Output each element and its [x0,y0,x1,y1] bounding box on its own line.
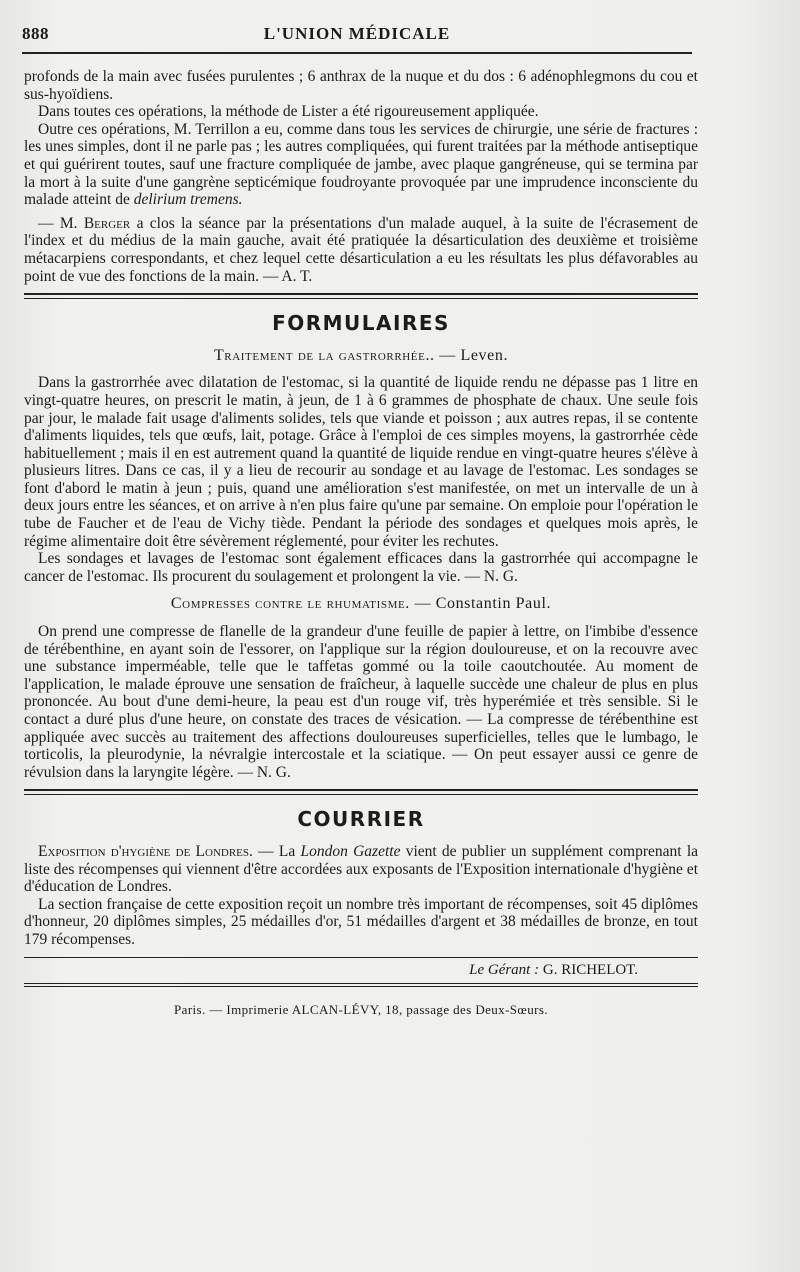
journal-title: L'UNION MÉDICALE [263,24,451,43]
gastrorrhee-paragraph-2: Les sondages et lavages de l'estomac sont également efficaces dans la gastrorrhée qui accompagne le cancer de l'estomac. Ils procurent du soulagement et prolongent la vie. — N. G. [24,550,698,585]
page-number: 888 [22,24,49,43]
footer-double-rule [24,983,698,987]
courrier-paragraph-1 [24,843,698,896]
compresses-heading [24,595,698,613]
berger-prefix: — M. [38,214,84,232]
footer-rule [24,957,698,958]
intro-paragraph-2: Dans toutes ces opérations, la méthode de Lister a été rigoureusement appliquée. [38,103,539,121]
page-content [24,68,698,1019]
gastrorrhee-paragraph-1: Dans la gastrorrhée avec dilatation de l'estomac, si la quantité de liquide rendu ne dépasse pas 1 litre en vingt-quatre heures, on prescrit le matin, à jeun, de 1 à 6 grammes de phosphate de chaux. Une seule fois par jour, le malade fait usage d'aliments solides, tels que viande et poisson ; aux autres repas, il se contente d'aliments liquides, tels que œufs, lait, potage. Grâce à l'emploi de ces simples moyens, la gastrorrhée cède habituellement ; mais il en est autrement quand la quantité de liquide rendue en vingt-quatre heures s'élève à plusieurs litres. Dans ce cas, il y a lieu de recourir au sondage et au lavage de l'estomac. Les sondages se font d'abord le matin à jeun ; puis, quand une amélioration s'est manifestée, on met un intervalle de un à deux jours entre les séances, et on arrive à n'en plus faire qu'une par semaine. On emploie pour l'opération le tube de Faucher et de l'eau de Vichy tiède. Pendant la période des sondages et quelques mois après, le régime alimentaire doit être sévèrement réglementé, pour éviter les rechutes. [24,374,698,550]
berger-text: a clos la séance par la présentations d'un malade auquel, à la suite de l'écrasement de l'index et du médius de la main gauche, avait été pratiquée la désarticulation des deuxième et troisième métacarpiens correspondants, et chez lequel cette désarticulation a eu les résultats les plus défavorables au point de vue des fonctions de la main. — A. T. [24,214,698,285]
intro-paragraph-3 [24,121,698,209]
signature-label: Le Gérant : [469,961,540,978]
compresses-title: Compresses contre le rhumatisme. [170,595,410,613]
courrier-paragraph-2: La section française de cette exposition reçoit un nombre très important de récompenses, soit 45 diplômes d'honneur, 20 diplômes simples, 25 médailles d'or, 51 médailles d'argent et 38 médailles de bronze, en tout 179 récompenses. [24,895,698,948]
berger-name: Berger [83,214,131,232]
compresses-author: — Constantin Paul. [414,595,552,613]
intro-paragraph-1: profonds de la main avec fusées purulentes ; 6 anthrax de la nuque et du dos : 6 adénophlegmons du cou et sus-hyoïdiens. [24,68,698,103]
courrier-dash: — La [252,842,301,860]
courrier-paragraph-1-text: vient de publier un supplément comprenant la liste des récompenses qui viennent d'être accordées aux exposants de l'Exposition internationale d'hygiène et d'éducation de Londres. [24,842,699,896]
section-divider [24,293,698,299]
gastrorrhee-title: Traitement de la gastrorrhée.. [213,346,435,364]
formulaires-title: FORMULAIRES [272,311,450,336]
intro-paragraph-3-text: Outre ces opérations, M. Terrillon a eu, comme dans tous les services de chirurgie, une série de fractures : les unes simples, dont il ne parle pas ; les autres compliquées, qui furent traitées par la méthode antiseptique et qui guérirent toutes, sauf une fracture compliquée de jambe, avec plaque gangréneuse, qui se termina par la mort à la suite d'une gangrène septicémique foudroyante provoquée par une imprudence inconsciente du malade atteint de [24,120,698,209]
page-header [22,18,692,54]
compresses-paragraph: On prend une compresse de flanelle de la grandeur d'une feuille de papier à lettre, on l'imbibe d'essence de térébenthine, en ayant soin de l'essorer, on l'applique sur la région douloureuse, et on la recouvre avec une substance imperméable, telle que le taffetas gommé ou la toile caoutchoutée. Au moment de l'application, le malade éprouve une sensation de fraîcheur, à laquelle succède une chaleur de plus en plus prononcée. Au bout d'une demi-heure, la peau est d'un rouge vif, très hyperémiée et très sensible. Si le contact a duré plus d'une heure, on constate des traces de vésication. — La compresse de térébenthine est appliquée avec succès au traitement des affections douloureuses superficielles, telles que le lumbago, le torticolis, la pleurodynie, la névralgie intercostale et la sciatique. — On peut essayer aussi ce genre de révulsion dans la laryngite légère. — N. G. [24,623,698,781]
london-gazette-title: London Gazette [300,842,401,860]
delirium-tremens-term: delirium tremens. [133,191,243,209]
signature-name: G. RICHELOT. [542,961,638,978]
section-divider-2 [24,789,698,795]
signature [24,962,698,980]
gastrorrhee-heading [24,347,698,365]
courrier-title: COURRIER [297,807,425,832]
exposition-lead: Exposition d'hygiène de Londres. [38,842,253,860]
gastrorrhee-author: — Leven. [439,346,509,364]
printer-imprint: Paris. — Imprimerie ALCAN-LÉVY, 18, passage des Deux-Sœurs. [174,1002,548,1018]
berger-paragraph [24,215,698,285]
